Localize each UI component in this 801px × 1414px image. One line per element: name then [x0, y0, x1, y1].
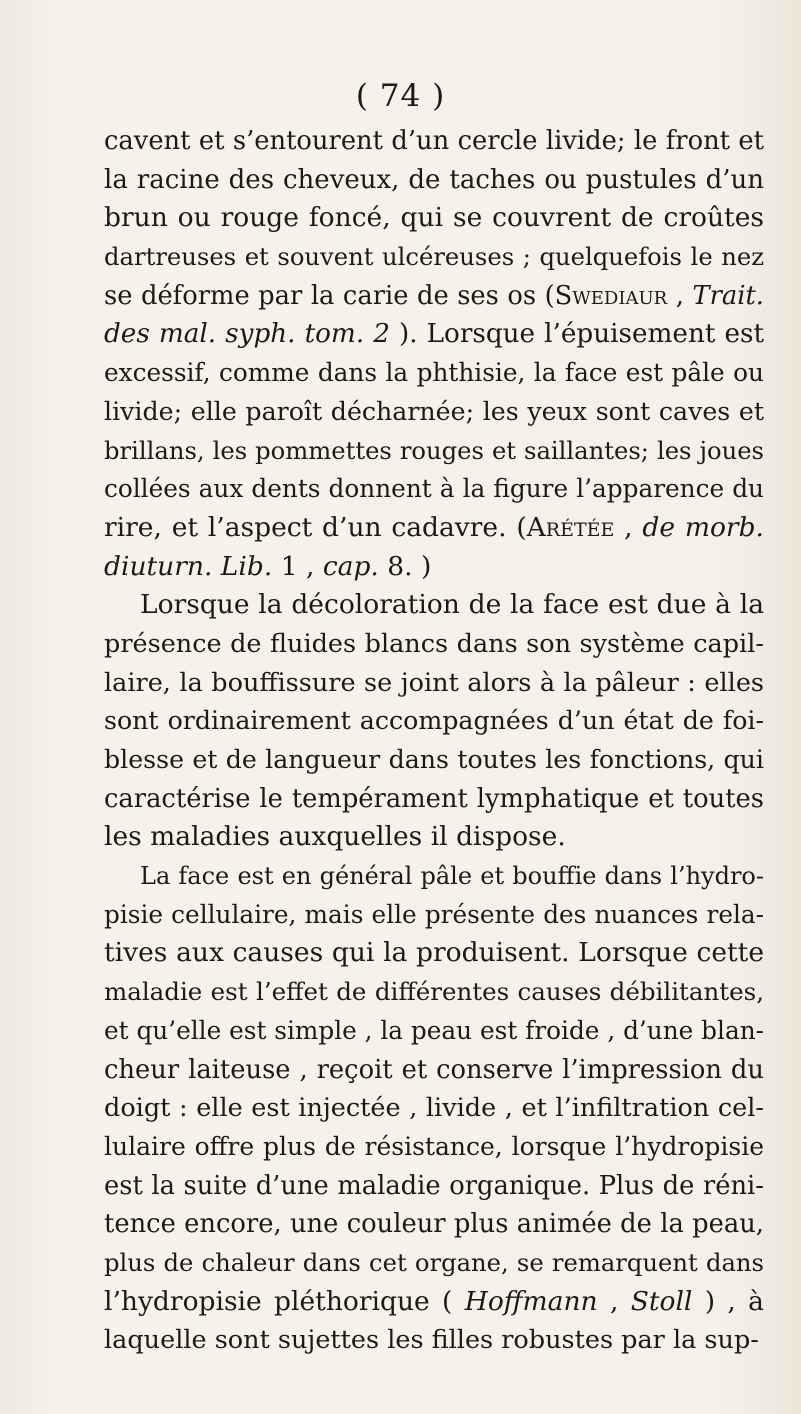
- text-line: [104, 1283, 764, 1322]
- text-run: Trait.: [692, 280, 764, 311]
- text-line: [104, 277, 764, 316]
- text-run: des mal. syph. tom. 2: [104, 319, 390, 350]
- text-line: [104, 1244, 764, 1283]
- text-line: [104, 470, 764, 509]
- text-run: doigt : elle est injectée , livide , et l’infiltration cel-: [104, 1093, 764, 1124]
- text-run: se déforme par la carie de ses os (: [104, 280, 555, 311]
- text-line: [104, 1012, 764, 1051]
- text-line: [104, 315, 764, 354]
- text-run: ,: [667, 280, 693, 311]
- text-run: cap.: [322, 550, 379, 582]
- text-line: [104, 857, 764, 896]
- text-run: sont ordinairement accompagnées d’un état de foi-: [104, 706, 764, 736]
- text-line: [104, 161, 764, 200]
- text-run: Hoffmann: [464, 1285, 598, 1317]
- text-line: [104, 586, 764, 625]
- text-run: excessif, comme dans la phthisie, la face est pâle ou: [104, 358, 764, 388]
- text-line: [104, 1128, 764, 1167]
- text-run: les maladies auxquelles il dispose.: [104, 821, 566, 853]
- text-line: [104, 973, 764, 1012]
- text-line: [104, 354, 764, 393]
- text-run: collées aux dents donnent à la figure l’apparence du: [104, 474, 764, 504]
- text-run: dartreuses et souvent ulcéreuses ; quelquefois le nez: [104, 242, 764, 272]
- text-run: ). Lorsque l’épuisement est: [389, 319, 764, 350]
- text-run: est la suite d’une maladie organique. Plus de réni-: [104, 1170, 764, 1201]
- text-run: 8. ): [378, 550, 432, 582]
- text-run: pisie cellulaire, mais elle présente des nuances rela-: [104, 899, 764, 929]
- text-run: caractérise le tempérament lymphatique et toutes: [104, 783, 764, 814]
- text-line: [104, 741, 764, 780]
- text-run: l’hydropisie pléthorique (: [104, 1285, 465, 1317]
- text-run: rire, et l’aspect d’un cadavre. (: [104, 511, 527, 543]
- text-line: [104, 896, 764, 935]
- text-run: ,: [597, 1285, 631, 1317]
- text-line: [104, 1205, 764, 1244]
- text-run: plus de chaleur dans cet organe, se remarquent dans: [104, 1247, 764, 1277]
- text-run: cavent et s’entourent d’un cercle livide; le front et: [104, 126, 764, 156]
- text-run: brun ou rouge foncé, qui se couvrent de croûtes: [104, 202, 764, 234]
- text-run: Arétée: [526, 511, 615, 543]
- text-run: blesse et de langueur dans toutes les fonctions, qui: [104, 745, 764, 774]
- text-run: maladie est l’effet de différentes causes débilitantes,: [104, 977, 764, 1007]
- text-line: [104, 122, 764, 161]
- text-run: et qu’elle est simple , la peau est froide , d’une blan-: [104, 1015, 764, 1045]
- text-run: la racine des cheveux, de taches ou pustules d’un: [104, 164, 764, 195]
- text-run: 1 ,: [272, 550, 323, 582]
- text-run: laquelle sont sujettes les filles robustes par la sup-: [104, 1325, 759, 1356]
- text-run: Swediaur: [554, 280, 668, 311]
- text-run: Lorsque la décoloration de la face est due à la: [140, 589, 764, 621]
- text-run: cheur laiteuse , reçoit et conserve l’impression du: [104, 1054, 764, 1085]
- text-line: [104, 780, 764, 819]
- text-run: tives aux causes qui la produisent. Lorsque cette: [104, 937, 764, 969]
- page-number: ( 74 ): [355, 78, 446, 114]
- text-line: [104, 1321, 764, 1360]
- text-run: ) , à: [692, 1285, 764, 1317]
- text-line: [104, 664, 764, 703]
- text-run: La face est en général pâle et bouffie dans l’hydro-: [140, 862, 764, 891]
- text-line: [104, 238, 764, 277]
- text-run: brillans, les pommettes rouges et saillantes; les joues: [104, 435, 764, 465]
- text-line: [104, 702, 764, 741]
- text-line: [104, 934, 764, 973]
- body-text: [104, 122, 764, 1360]
- text-run: laire, la bouffissure se joint alors à la pâleur : elles: [104, 667, 764, 698]
- text-line: [104, 818, 764, 857]
- text-line: [104, 393, 764, 432]
- text-run: de morb.: [642, 511, 764, 543]
- text-line: [104, 1167, 764, 1206]
- text-run: Stoll: [630, 1285, 693, 1317]
- text-line: [104, 509, 764, 548]
- text-line: [104, 1089, 764, 1128]
- text-line: [104, 199, 764, 238]
- text-run: présence de fluides blancs dans son système capil-: [104, 628, 764, 659]
- text-run: tence encore, une couleur plus animée de la peau,: [104, 1209, 764, 1240]
- text-run: lulaire offre plus de résistance, lorsque l’hydropisie: [104, 1131, 764, 1161]
- text-line: [104, 625, 764, 664]
- text-run: diuturn. Lib.: [104, 550, 273, 582]
- text-line: [104, 432, 764, 471]
- text-line: [104, 548, 764, 587]
- text-line: [104, 1051, 764, 1090]
- text-run: ,: [614, 511, 643, 543]
- text-run: livide; elle paroît décharnée; les yeux sont caves et: [104, 396, 764, 426]
